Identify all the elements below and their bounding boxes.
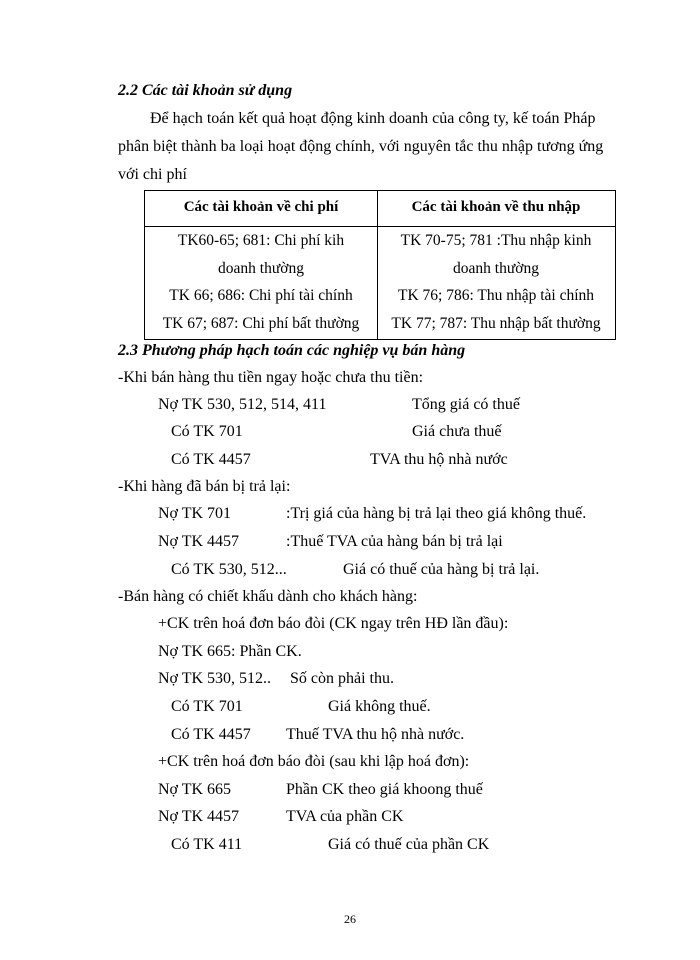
case1-credit1: Có TK 701 [171,423,243,440]
case3-sub1-credit2-desc: Thuế TVA thu hộ nhà nước. [286,726,465,743]
case3-sub1-credit2: Có TK 4457 [171,726,251,743]
section-2-2-paragraph [118,105,633,189]
table-cell-line: TK 77; 787: Thu nhập bất thường [391,314,601,332]
case3-sub2-debit1-desc: Phần CK theo giá khoong thuế [286,781,483,798]
case3-sub1-title: +CK trên hoá đơn báo đòi (CK ngay trên HĐ lần đầu): [158,615,509,632]
case2-debit1: Nợ TK 701 [158,505,232,522]
case3-sub1-credit1: Có TK 701 [171,698,243,715]
case2-debit1-desc: :Trị giá của hàng bị trả lại theo giá không thuế. [286,505,587,522]
table-cell-expense [145,227,377,337]
case3-sub2-credit-desc: Giá có thuế của phần CK [328,836,490,853]
case3-sub2-credit: Có TK 411 [171,836,243,853]
accounts-table [144,190,616,340]
case3-title: -Bán hàng có chiết khấu dành cho khách hàng: [118,588,418,605]
table-cell-line: TK 66; 686: Chi phí tài chính [169,287,353,304]
case1-credit2: Có TK 4457 [171,451,251,468]
case2-debit2-desc: :Thuế TVA của hàng bán bị trả lại [286,533,503,550]
table-header-expense: Các tài khoản về chi phí [183,199,339,215]
section-2-2-heading: 2.2 Các tài khoản sử dụng [118,82,293,99]
paragraph-line: phân biệt thành ba loại hoạt động chính, với nguyên tắc thu nhập tương ứng [118,138,604,155]
case3-sub1-credit1-desc: Giá không thuế. [328,698,431,715]
case2-title: -Khi hàng đã bán bị trả lại: [118,478,291,495]
table-cell-line: TK 76; 786: Thu nhập tài chính [397,287,595,304]
case1-credit2-desc: TVA thu hộ nhà nước [370,451,508,468]
case3-sub2-debit2-desc: TVA của phần CK [286,808,404,825]
table-cell-line: doanh thường [218,259,304,277]
page-number: 26 [344,912,356,926]
table-header-income: Các tài khoản về thu nhập [411,199,581,215]
case3-sub2-title: +CK trên hoá đơn báo đòi (sau khi lập hoá đơn): [158,753,470,770]
case3-sub2-debit1: Nợ TK 665 [158,781,232,798]
case3-sub1-debit1: Nợ TK 665: Phần CK. [158,643,302,660]
case1-debit-desc: Tổng giá có thuế [412,396,520,413]
paragraph-line: Để hạch toán kết quả hoạt động kinh doanh của công ty, kế toán Pháp [150,110,596,127]
table-cell-line: TK 70-75; 781 :Thu nhập kinh [400,232,592,249]
table-cell-line: TK 67; 687: Chi phí bất thường [162,314,360,332]
case3-sub1-debit2: Nợ TK 530, 512.. [158,670,272,687]
case3-sub1-debit2-desc: Số còn phải thu. [290,670,394,687]
paragraph-line: với chi phí [118,166,187,183]
table-cell-line: TK60-65; 681: Chi phí kih [177,232,345,249]
case2-credit-desc: Giá có thuế của hàng bị trả lại. [343,561,540,578]
case1-title: -Khi bán hàng thu tiền ngay hoặc chưa thu tiền: [118,369,424,386]
case2-credit: Có TK 530, 512... [171,561,287,578]
case1-debit: Nợ TK 530, 512, 514, 411 [158,396,327,413]
case1-credit1-desc: Giá chưa thuế [412,423,502,440]
case2-debit2: Nợ TK 4457 [158,533,240,550]
section-2-3-heading: 2.3 Phương pháp hạch toán các nghiệp vụ bán hàng [118,342,466,359]
table-cell-income [377,227,615,337]
table-cell-line: doanh thường [453,259,539,277]
case3-sub2-debit2: Nợ TK 4457 [158,808,240,825]
